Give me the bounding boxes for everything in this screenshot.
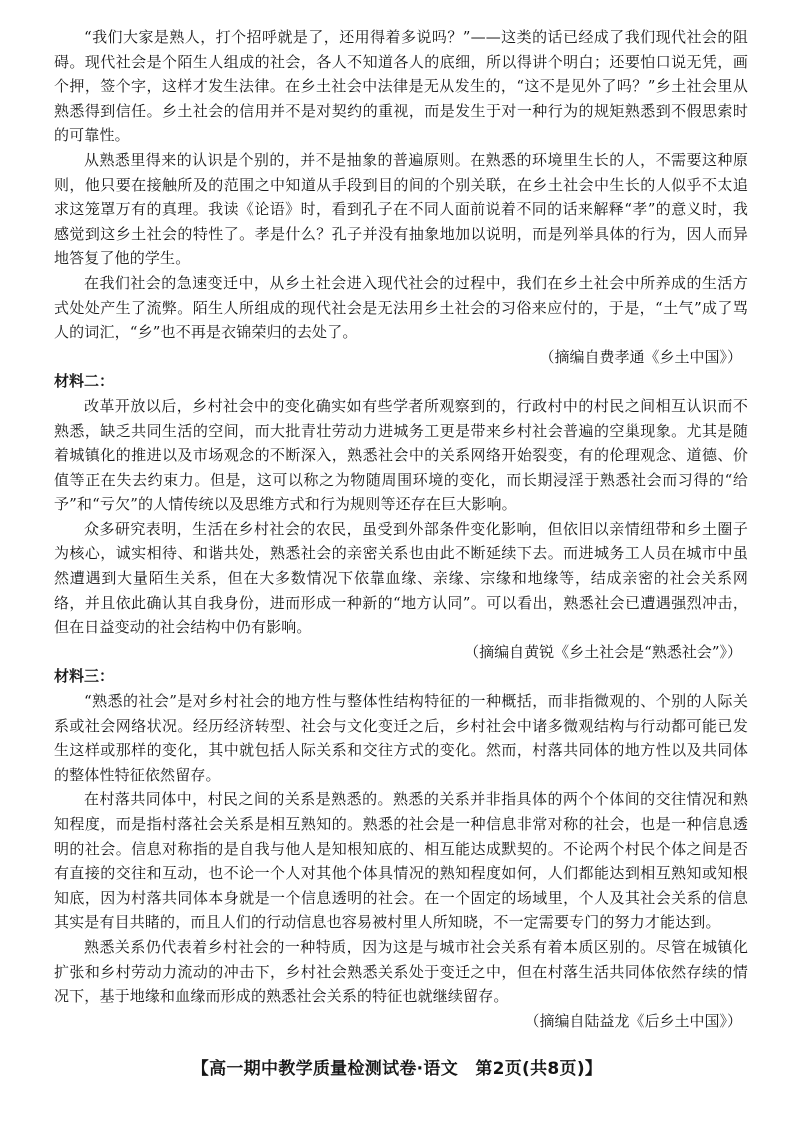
page-footer: 【高一期中教学质量检测试卷·语文 第2页(共8页)】	[191, 1059, 603, 1079]
material3-paragraph-3: 熟悉关系仍代表着乡村社会的一种特质，因为这是与城市社会关系有着本质区别的。尽管在城镇化扩张和乡村劳动力流动的冲击下，乡村社会熟悉关系处于变迁之中，但在村落生活共同体依然存续的情况下，基于地缘和血缘而形成的熟悉社会关系的特征也就继续留存。	[54, 937, 748, 1006]
material2-paragraph-1: 改革开放以后，乡村社会中的变化确实如有些学者所观察到的，行政村中的村民之间相互认识而不熟悉，缺乏共同生活的空间，而大批青壮劳动力进城务工更是带来乡村社会普遍的空巢现象。尤其是随着城镇化的推进以及市场观念的不断深入，熟悉社会中的关系网络开始裂变，有的伦理观念、道德、价值等正在失去约束力。但是，这可以称之为物随周围环境的变化，而长期浸淫于熟悉社会而习得的“给予”和“亏欠”的人情传统以及思维方式和行为规则等还存在巨大影响。	[54, 396, 748, 514]
material2-paragraph-2: 众多研究表明，生活在乡村社会的农民，虽受到外部条件变化影响，但依旧以亲情纽带和乡土圈子为核心，诚实相待、和谐共处，熟悉社会的亲密关系也由此不断延续下去。而进城务工人员在城市中虽然遭遇到大量陌生关系，但在大多数情况下依靠血缘、亲缘、宗缘和地缘等，结成亲密的社会关系网络，并且依此确认其自我身份，进而形成一种新的“地方认同”。可以看出，熟悉社会已遭遇强烈冲击，但在日益变动的社会结构中仍有影响。	[54, 519, 748, 637]
material3-label: 材料三：	[54, 667, 115, 686]
material3-source: （摘编自陆益龙《后乡土中国》）	[524, 1011, 742, 1030]
material3-paragraph-1: “熟悉的社会”是对乡村社会的地方性与整体性结构特征的一种概括，而非指微观的、个别的人际关系或社会网络状况。经历经济转型、社会与文化变迁之后，乡村社会中诸多微观结构与行动都可能已发生这样或那样的变化，其中就包括人际关系和交往方式的变化。然而，村落共同体的地方性以及共同体的整体性特征依然留存。	[54, 692, 748, 784]
material2-label: 材料二：	[54, 372, 115, 391]
material2-source: （摘编自黄锐《乡土社会是“熟悉社会”》）	[464, 642, 742, 661]
page-content	[54, 25, 748, 1033]
material1-paragraph-2: 从熟悉里得来的认识是个别的，并不是抽象的普遍原则。在熟悉的环境里生长的人，不需要这种原则，他只要在接触所及的范围之中知道从手段到目的间的个别关联，在乡土社会中生长的人似乎不太追求这笼罩万有的真理。我读《论语》时，看到孔子在不同人面前说着不同的话来解释“孝”的意义时，我感觉到这乡土社会的特性了。孝是什么？孔子并没有抽象地加以说明，而是列举具体的行为，因人而异地答复了他的学生。	[54, 150, 748, 268]
material1-source: （摘编自费孝通《乡土中国》）	[539, 347, 742, 366]
material1-paragraph-1: “我们大家是熟人，打个招呼就是了，还用得着多说吗？”——这类的话已经成了我们现代社会的阻碍。现代社会是个陌生人组成的社会，各人不知道各人的底细，所以得讲个明白；还要怕口说无凭，画个押，签个字，这样才发生法律。在乡土社会中法律是无从发生的，“这不是见外了吗？”乡土社会里从熟悉得到信任。乡土社会的信用并不是对契约的重视，而是发生于对一种行为的规矩熟悉到不假思索时的可靠性。	[54, 28, 748, 145]
material3-paragraph-2: 在村落共同体中，村民之间的关系是熟悉的。熟悉的关系并非指具体的两个个体间的交往情况和熟知程度，而是指村落社会关系是相互熟知的。熟悉的社会是一种信息非常对称的社会，也是一种信息透明的社会。信息对称指的是自我与他人是知根知底的、相互能达成默契的。不论两个村民个体之间是否有直接的交往和互动，也不论一个人对其他个体具情况的熟知程度如何，人们都能达到相互熟知或知根知底，因为村落共同体本身就是一个信息透明的社会。在一个固定的场域里，个人及其社会关系的信息其实是有目共睹的，而且人们的行动信息也容易被村里人所知晓，不一定需要专门的努力才能达到。	[54, 790, 748, 932]
material1-paragraph-3: 在我们社会的急速变迁中，从乡土社会进入现代社会的过程中，我们在乡土社会中所养成的生活方式处处产生了流弊。陌生人所组成的现代社会是无法用乡土社会的习俗来应付的，于是，“土气”成了骂人的词汇，“乡”也不再是衣锦荣归的去处了。	[54, 273, 748, 342]
